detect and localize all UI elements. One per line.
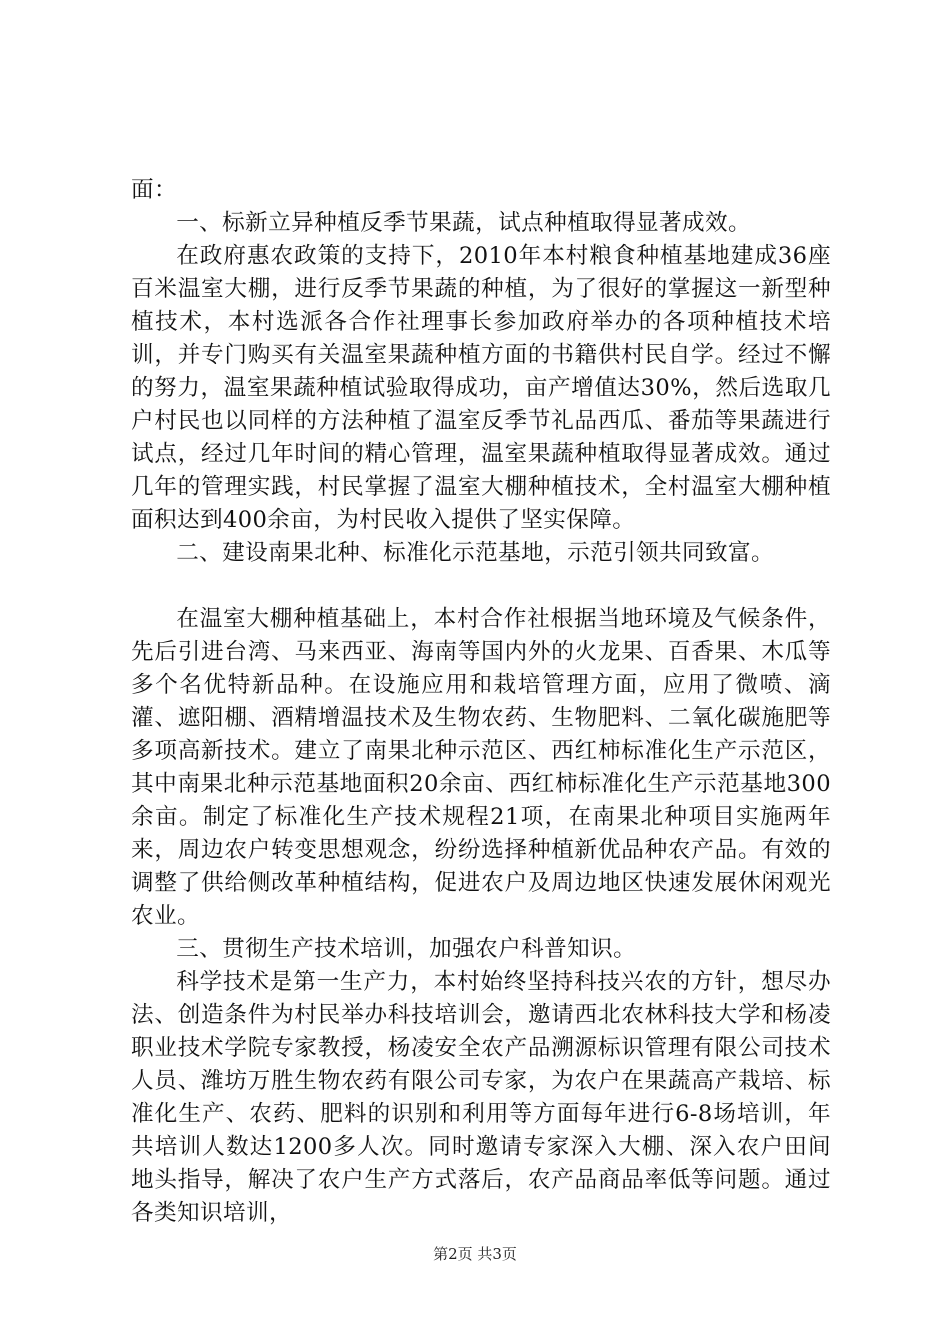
lead-fragment: 面： bbox=[131, 177, 177, 203]
document-body bbox=[131, 174, 831, 1230]
section-heading-2: 二、建设南果北种、标准化示范基地，示范引领共同致富。 bbox=[176, 540, 775, 566]
body-paragraph-1: 在政府惠农政策的支持下，2010年本村粮食种植基地建成36座百米温室大棚，进行反季节果蔬的种植，为了很好的掌握这一新型种植技术，本村选派各合作社理事长参加政府举办的各项种植技术培训，并专门购买有关温室果蔬种植方面的书籍供村民自学。经过不懈的努力，温室果蔬种植试验取得成功，亩产增值达30%，然后选取几户村民也以同样的方法种植了温室反季节礼品西瓜、番茄等果蔬进行试点，经过几年时间的精心管理，温室果蔬种植取得显著成效。通过几年的管理实践，村民掌握了温室大棚种植技术，全村温室大棚种植面积达到400余亩，为村民收入提供了坚实保障。 bbox=[131, 243, 831, 533]
paragraph-gap bbox=[131, 570, 831, 603]
page-number-footer: 第2页 共3页 bbox=[433, 1245, 517, 1263]
section-heading-1: 一、标新立异种植反季节果蔬，试点种植取得显著成效。 bbox=[176, 210, 752, 236]
body-paragraph-2: 在温室大棚种植基础上，本村合作社根据当地环境及气候条件，先后引进台湾、马来西亚、海南等国内外的火龙果、百香果、木瓜等多个名优特新品种。在设施应用和栽培管理方面，应用了微喷、滴灌、遮阳棚、酒精增温技术及生物农药、生物肥料、二氧化碳施肥等多项高新技术。建立了南果北种示范区、西红柿标准化生产示范区，其中南果北种示范基地面积20余亩、西红柿标准化生产示范基地300余亩。制定了标准化生产技术规程21项，在南果北种项目实施两年来，周边农户转变思想观念，纷纷选择种植新优品种农产品。有效的调整了供给侧改革种植结构，促进农户及周边地区快速发展休闲观光农业。 bbox=[131, 606, 831, 929]
body-paragraph-3: 科学技术是第一生产力，本村始终坚持科技兴农的方针，想尽办法、创造条件为村民举办科技培训会，邀请西北农林科技大学和杨凌职业技术学院专家教授，杨凌安全农产品溯源标识管理有限公司技术人员、潍坊万胜生物农药有限公司专家，为农户在果蔬高产栽培、标准化生产、农药、肥料的识别和利用等方面每年进行6-8场培训，年共培训人数达1200多人次。同时邀请专家深入大棚、深入农户田间地头指导，解决了农户生产方式落后，农产品商品率低等问题。通过各类知识培训， bbox=[131, 969, 831, 1226]
section-heading-3: 三、贯彻生产技术培训，加强农户科普知识。 bbox=[176, 936, 637, 962]
